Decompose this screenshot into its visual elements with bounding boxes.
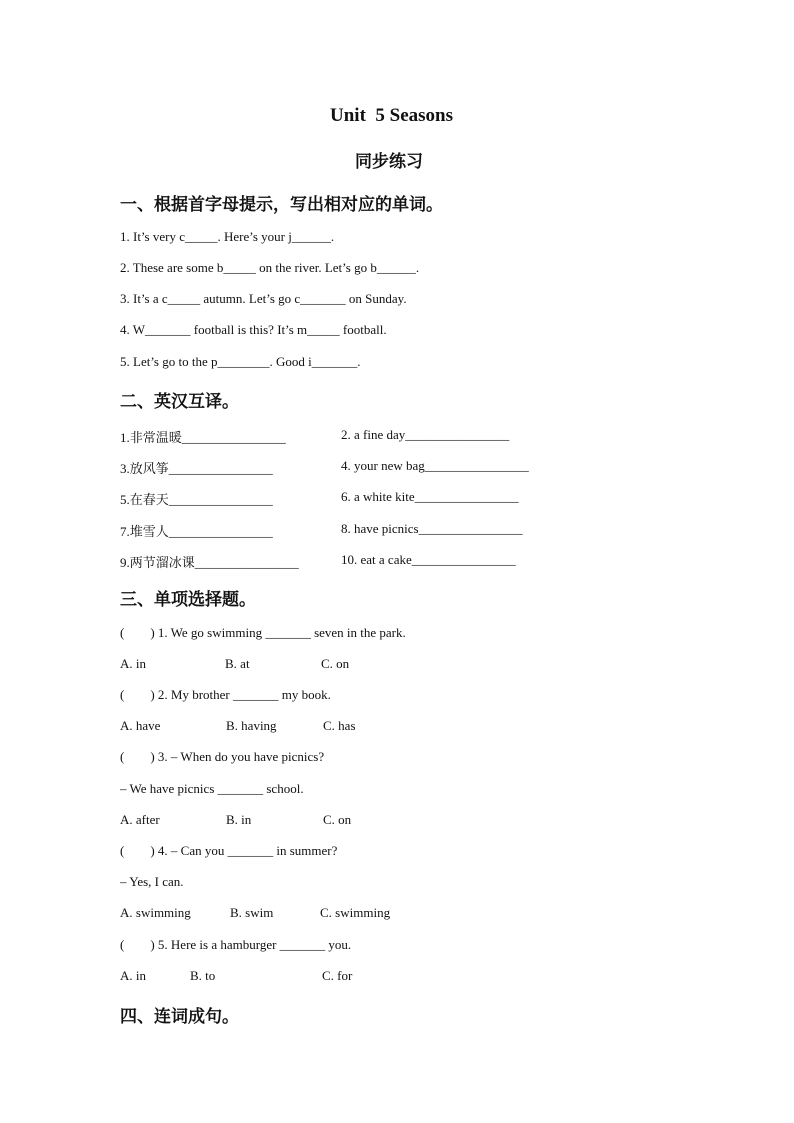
q5-option-a: A. in (120, 968, 146, 983)
section-1-heading: 一、根据首字母提示，写出相对应的单词。 (120, 195, 443, 215)
s1-item-3: 3. It’s a c_____ autumn. Let’s go c_______ on Sunday. (120, 291, 407, 306)
s2-right-1: 2. a fine day________________ (341, 427, 510, 442)
q1-stem: ( ) 1. We go swimming _______ seven in the park. (120, 625, 406, 640)
s2-left-1: 1.非常温暖________________ (120, 430, 286, 445)
page-title: Unit 5 Seasons (330, 105, 453, 126)
section-4-heading: 四、连词成句。 (120, 1007, 239, 1027)
s2-right-4: 8. have picnics________________ (341, 521, 523, 536)
section-3-heading: 三、单项选择题。 (120, 590, 256, 610)
q1-option-b: B. at (225, 656, 250, 671)
s2-left-2: 3.放风筝________________ (120, 461, 273, 476)
page-subtitle: 同步练习 (355, 152, 423, 172)
q3-option-c: C. on (323, 812, 352, 827)
s1-item-4: 4. W_______ football is this? It’s m_____ football. (120, 322, 387, 337)
q4-sub: – Yes, I can. (120, 874, 184, 889)
s1-item-2: 2. These are some b_____ on the river. Let’s go b______. (120, 260, 420, 275)
s2-left-4: 7.堆雪人________________ (120, 524, 273, 539)
q4-option-a: A. swimming (120, 905, 191, 920)
q5-stem: ( ) 5. Here is a hamburger _______ you. (120, 937, 352, 952)
q4-option-c: C. swimming (320, 905, 391, 920)
s2-left-3: 5.在春天________________ (120, 492, 273, 507)
q1-option-c: C. on (321, 656, 350, 671)
q2-option-a: A. have (120, 718, 161, 733)
section-2-heading: 二、英汉互译。 (120, 392, 239, 412)
s2-right-3: 6. a white kite________________ (341, 489, 519, 504)
q2-stem: ( ) 2. My brother _______ my book. (120, 687, 331, 702)
q3-option-b: B. in (226, 812, 252, 827)
q4-option-b: B. swim (230, 905, 274, 920)
q5-option-c: C. for (322, 968, 353, 983)
q3-stem: ( ) 3. – When do you have picnics? (120, 749, 325, 764)
q5-option-b: B. to (190, 968, 216, 983)
s1-item-5: 5. Let’s go to the p________. Good i_______. (120, 354, 361, 369)
q3-sub: – We have picnics _______ school. (120, 781, 304, 796)
q2-option-c: C. has (323, 718, 356, 733)
s2-right-2: 4. your new bag________________ (341, 458, 529, 473)
q3-option-a: A. after (120, 812, 160, 827)
q4-stem: ( ) 4. – Can you _______ in summer? (120, 843, 338, 858)
q2-option-b: B. having (226, 718, 277, 733)
s1-item-1: 1. It’s very c_____. Here’s your j______. (120, 229, 335, 244)
s2-left-5: 9.两节溜冰课________________ (120, 555, 299, 570)
q1-option-a: A. in (120, 656, 146, 671)
s2-right-5: 10. eat a cake________________ (341, 552, 516, 567)
